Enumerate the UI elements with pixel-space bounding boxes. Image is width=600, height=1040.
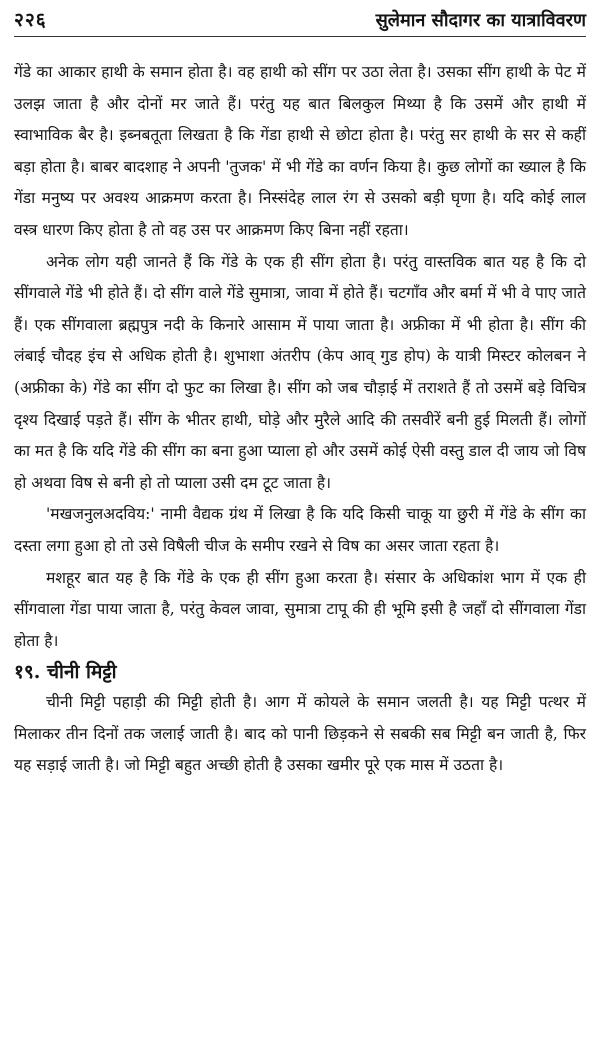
- page-header: [14, 6, 586, 37]
- body-paragraph-4: मशहूर बात यह है कि गेंडे के एक ही सींग हुआ करता है। संसार के अधिकांश भाग में एक ही सींगवाला गेंडा पाया जाता है, परंतु केवल जावा, सुमात्रा टापू की ही भूमि इसी है जहाँ दो सींगवाला गेंडा होता है।: [14, 568, 586, 650]
- body-paragraph-3: 'मखजनुलअदविय:' नामी वैद्यक ग्रंथ में लिखा है कि यदि किसी चाकू या छुरी में गेंडे के सींग का दस्ता लगा हुआ हो तो उसे विषैली चीज के समीप रखने से विष का असर जाता रहता है।: [14, 505, 586, 555]
- running-title: सुलेमान सौदागर का यात्राविवरण: [375, 10, 586, 31]
- page-body: [14, 57, 586, 782]
- body-paragraph-2: अनेक लोग यही जानते हैं कि गेंडे के एक ही सींग होता है। परंतु वास्तविक बात यह है कि दो सींगवाले गेंडे भी होते हैं। दो सींग वाले गेंडे सुमात्रा, जावा में होते हैं। चटगाँव और बर्मा में भी वे पाए जाते हैं। एक सींगवाला ब्रह्मपुत्र नदी के किनारे आसाम में पाया जाता है। अफ्रीका में भी होता है। सींग की लंबाई चौदह इंच से अधिक होती है। शुभाशा अंतरीप (केप आव् गुड होप) के यात्री मिस्टर कोलबन ने (अफ्रीका के) गेंडे का सींग दो फुट का लिखा है। सींग को जब चौड़ाई में तराशते हैं तो उसमें बड़े विचित्र दृश्य दिखाई पड़ते हैं। सींग के भीतर हाथी, घोड़े और मुरैले आदि की तसवीरें बनी हुई मिलती हैं। लोगों का मत है कि यदि गेंडे की सींग का बना हुआ प्याला हो और उसमें कोई ऐसी वस्तु डाल दी जाय जो विष हो अथवा विष से बनी हो तो प्याला उसी दम टूट जाता है।: [14, 252, 586, 492]
- body-paragraph-1: गेंडे का आकार हाथी के समान होता है। वह हाथी को सींग पर उठा लेता है। उसका सींग हाथी के पेट में उलझ जाता है और दोनों मर जाते हैं। परंतु यह बात बिलकुल मिथ्या है कि उसमें और हाथी में स्वाभाविक बैर है। इब्नबतूता लिखता है कि गेंडा हाथी से छोटा होता है। परंतु सर हाथी के सर से कहीं बड़ा होता है। बाबर बादशाह ने अपनी 'तुजक' में भी गेंडे का वर्णन किया है। कुछ लोगों का ख्याल है कि गेंडा मनुष्य पर अवश्य आक्रमण करता है। निस्संदेह लाल रंग से उसको बड़ी घृणा है। यदि कोई लाल वस्त्र धारण किए होता है तो वह उस पर आक्रमण किए बिना नहीं रहता।: [14, 63, 586, 239]
- section-paragraph: चीनी मिट्टी पहाड़ी की मिट्टी होती है। आग में कोयले के समान जलती है। यह मिट्टी पत्थर में मिलाकर तीन दिनों तक जलाई जाती है। बाद को पानी छिड़कने से सबकी सब मिट्टी बन जाती है, फिर यह सड़ाई जाती है। जो मिट्टी बहुत अच्छी होती है उसका खमीर पूरे एक मास में उठता है।: [14, 693, 586, 775]
- page-number: २२६: [14, 9, 47, 31]
- section-heading: १९. चीनी मिट्टी: [14, 661, 117, 684]
